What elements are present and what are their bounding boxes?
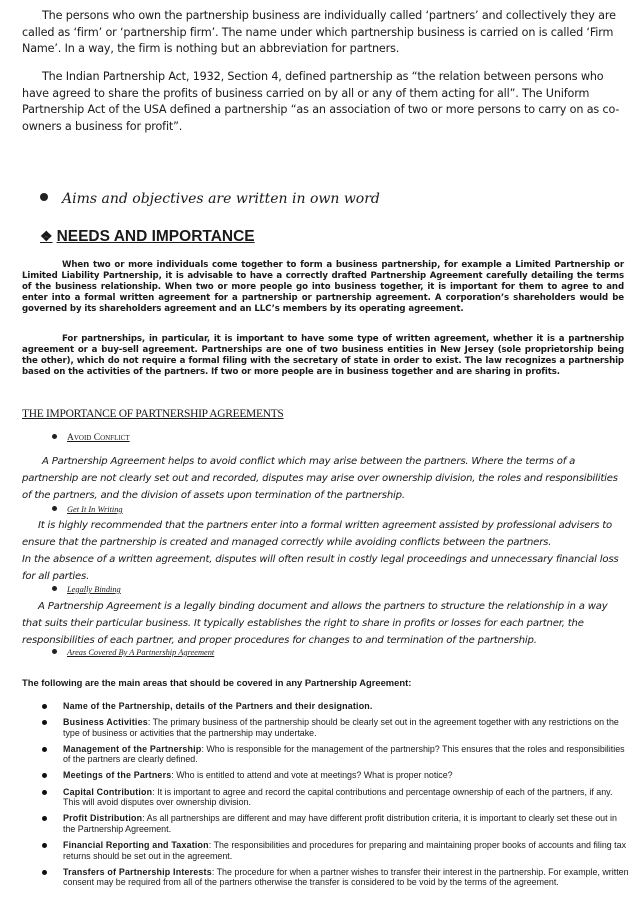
subheading-text: Get It In Writing xyxy=(67,505,123,514)
list-item xyxy=(40,813,630,834)
list-item xyxy=(40,717,630,738)
bullet-icon xyxy=(52,434,57,439)
area-text: : It is important to agree and record the capital contributions and percentage ownership of each of the partners, if any. This will avoid disputes over ownership division. xyxy=(63,786,613,808)
bullet-icon xyxy=(42,773,47,778)
area-title: Meetings of the Partners xyxy=(63,770,172,781)
intro-paragraph-2: The Indian Partnership Act, 1932, Section 4, defined partnership as “the relation between persons who have agreed to share the profits of business carried on by all or any of them acting for all”. The Uniform Partnership Act of the USA defined a partnership “as an association of two or more persons to carry on as co-owners a business for profit”. xyxy=(22,70,620,133)
area-text: : As all partnerships are different and may have different profit distribution criteria, it is important to clearly set these out in the Partnership Agreement. xyxy=(63,813,617,834)
get-it-in-writing-paragraphs xyxy=(22,517,626,585)
areas-list xyxy=(40,701,630,893)
legally-binding-paragraph: A Partnership Agreement is a legally binding document and allows the partners to structure the relationship in a way that suits their particular business. It typically establishes the right to share in profits or losses for each partner, the responsibilities of each partner, and proper procedures for changes to and termination of the partnership. xyxy=(22,601,608,646)
list-item xyxy=(40,744,630,765)
intro-paragraph-1: The persons who own the partnership business are individually called ‘partners’ and collectively they are called as ‘firm’ or ‘partnership firm’. The name under which partnership business is carried on is called ‘Firm Name’. In a way, the firm is nothing but an abbreviation for partners. xyxy=(22,9,616,55)
aims-bullet xyxy=(40,191,380,207)
aims-text: Aims and objectives are written in own word xyxy=(62,191,380,207)
importance-heading: THE IMPORTANCE OF PARTNERSHIP AGREEMENTS xyxy=(22,408,284,420)
area-text: : The procedure for when a partner wishes to transfer their interest in the partnership. For example, written consent may be required from all of the partners otherwise the transfer is considered to be void by the terms of the agreement. xyxy=(63,866,629,888)
subheading-text: Legally Binding xyxy=(67,585,121,594)
list-item xyxy=(40,770,630,781)
area-text: : The primary business of the partnership should be clearly set out in the agreement together with any restrictions on the type of business or activities that the partnership may undertake. xyxy=(63,717,619,738)
diamond-bullet-icon: ❖ xyxy=(40,228,53,244)
list-item xyxy=(40,840,630,861)
area-title: Financial Reporting and Taxation xyxy=(63,839,209,850)
bullet-icon xyxy=(52,506,57,511)
bullet-icon xyxy=(42,843,47,848)
subheading-text: Avoid Conflict xyxy=(67,433,130,443)
area-title: Management of the Partnership xyxy=(63,743,202,754)
bullet-icon xyxy=(42,747,47,752)
area-text: : Who is entitled to attend and vote at meetings? What is proper notice? xyxy=(171,770,453,781)
area-title: Profit Distribution xyxy=(63,813,143,824)
needs-paragraph-2: For partnerships, in particular, it is important to have some type of written agreement, whether it is a partnership agreement or a buy-sell agreement. Partnerships are one of two business entities in New Jersey (sole proprietorship being the other), which do not require a formal filing with the secretary of state in order to exist. The law recognizes a partnership based on the activities of the partners. If two or more people are in business together and are sharing in profits. xyxy=(22,334,624,377)
subheading-areas-covered xyxy=(52,648,214,657)
bullet-icon xyxy=(40,193,48,201)
list-item xyxy=(40,787,630,808)
needs-heading-text: NEEDS AND IMPORTANCE xyxy=(56,228,255,245)
areas-intro: The following are the main areas that should be covered in any Partnership Agreement: xyxy=(22,677,412,688)
subheading-text: Areas Covered By A Partnership Agreement xyxy=(67,648,215,657)
list-item xyxy=(40,867,630,888)
area-title: Transfers of Partnership Interests xyxy=(63,866,212,877)
area-text: : Who is responsible for the management of the partnership? This ensures that the roles and responsibilities of the partners are clearly defined. xyxy=(63,743,625,765)
list-item xyxy=(40,701,630,712)
area-title: Capital Contribution xyxy=(63,786,153,797)
needs-heading xyxy=(40,228,255,246)
area-text: : The responsibilities and procedures for preparing and maintaining proper books of accounts and filing tax returns should be set out in the agreement. xyxy=(63,839,627,861)
needs-paragraph-1: When two or more individuals come together to form a business partnership, for example a Limited Partnership or Limited Liability Partnership, it is advisable to have a correctly drafted Partnership Agreement carefully detailing the terms of the business relationship. When two or more people go into business together, it is important for them to agree to and enter into a formal written agreement for a partnership or partnership agreement. A corporation’s shareholders would be governed by its shareholders agreement and an LLC’s members by its operating agreement. xyxy=(22,260,624,314)
bullet-icon xyxy=(52,586,57,591)
bullet-icon xyxy=(42,870,47,875)
subheading-get-it-in-writing xyxy=(52,505,123,514)
bullet-icon xyxy=(42,816,47,821)
get-it-in-writing-paragraph-1: It is highly recommended that the partners enter into a formal written agreement assisted by professional advisers to ensure that the partnership is created and managed correctly while avoiding conflicts between the partners. xyxy=(22,520,613,548)
bullet-icon xyxy=(52,649,57,654)
bullet-icon xyxy=(42,704,47,709)
bullet-icon xyxy=(42,790,47,795)
avoid-conflict-paragraph: A Partnership Agreement helps to avoid conflict which may arise between the partners. Where the terms of a partnership are not clearly set out and recorded, disputes may arise over ownership division, the roles and responsibilities of the partners, and the division of assets upon termination of the partnership. xyxy=(22,456,618,501)
subheading-legally-binding xyxy=(52,585,121,594)
get-it-in-writing-paragraph-2: In the absence of a written agreement, disputes will often result in costly legal proceedings and unnecessary financial loss for all parties. xyxy=(22,554,619,582)
subheading-avoid-conflict xyxy=(52,433,130,443)
area-title: Business Activities xyxy=(63,717,148,728)
area-title: Name of the Partnership, details of the Partners and their designation. xyxy=(63,701,373,711)
bullet-icon xyxy=(42,720,47,725)
